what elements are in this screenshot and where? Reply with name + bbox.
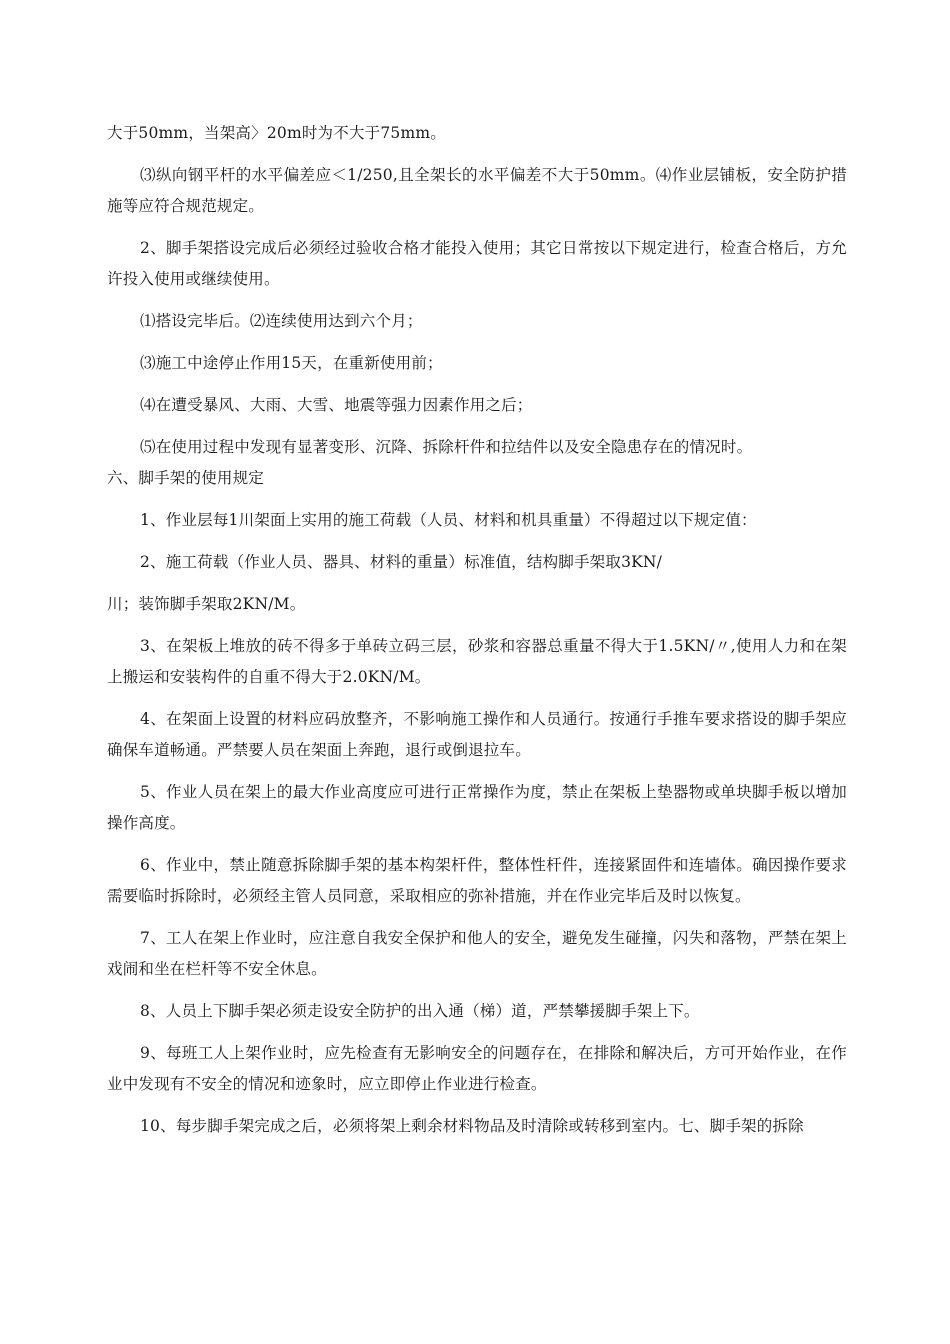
paragraph-usage-1: 1、作业层每1川架面上实用的施工荷载（人员、材料和机具重量）不得超过以下规定值： bbox=[140, 511, 757, 529]
paragraph-sub-3: ⑶施工中途停止作用15天，在重新使用前； bbox=[140, 354, 443, 372]
section-heading-6: 六、脚手架的使用规定 bbox=[107, 469, 265, 487]
paragraph-usage-10: 10、每步脚手架完成之后，必须将架上剩余材料物品及时清除或转移到室内。七、脚手架的拆除 bbox=[140, 1117, 804, 1135]
paragraph-usage-2-cont: 川；装饰脚手架取2KN/M。 bbox=[107, 595, 306, 613]
paragraph-usage-3: 3、在架板上堆放的砖不得多于单砖立码三层，砂浆和容器总重量不得大于1.5KN/〃,使用人力和在架上搬运和安装构件的自重不得大于2.0KN/M。 bbox=[107, 637, 847, 686]
paragraph-usage-5: 5、作业人员在架上的最大作业高度应可进行正常操作为度，禁止在架板上垫器物或单块脚手板以增加操作高度。 bbox=[107, 783, 847, 832]
paragraph-sub-4: ⑷在遭受暴风、大雨、大雪、地震等强力因素作用之后； bbox=[140, 396, 533, 414]
paragraph-sub-5: ⑸在使用过程中发现有显著变形、沉降、拆除杆件和拉结件以及安全隐患存在的情况时。 bbox=[140, 438, 753, 456]
paragraph-usage-2: 2、施工荷载（作业人员、器具、材料的重量）标准值，结构脚手架取3KN/ bbox=[140, 553, 663, 571]
paragraph-item-3-4: ⑶纵向钢平杆的水平偏差应＜1/250,且全架长的水平偏差不大于50mm。⑷作业层铺板，安全防护措施等应符合规范规定。 bbox=[107, 166, 847, 215]
paragraph-rule-2: 2、脚手架搭设完成后必须经过验收合格才能投入使用；其它日常按以下规定进行，检查合格后，方允许投入使用或继续使用。 bbox=[107, 239, 847, 288]
paragraph-usage-6: 6、作业中，禁止随意拆除脚手架的基本构架杆件，整体性杆件，连接紧固件和连墙体。确因操作要求需要临时拆除时，必须经主管人员同意，采取相应的弥补措施，并在作业完毕后及时以恢复。 bbox=[107, 856, 847, 905]
paragraph-usage-7: 7、工人在架上作业时，应注意自我安全保护和他人的安全，避免发生碰撞，闪失和落物，严禁在架上戏闹和坐在栏杆等不安全休息。 bbox=[107, 929, 847, 978]
paragraph-usage-4: 4、在架面上设置的材料应码放整齐，不影响施工操作和人员通行。按通行手推车要求搭设的脚手架应确保车道畅通。严禁要人员在架面上奔跑，退行或倒退拉车。 bbox=[107, 710, 847, 759]
paragraph-usage-8: 8、人员上下脚手架必须走设安全防护的出入通（梯）道，严禁攀援脚手架上下。 bbox=[140, 1002, 700, 1020]
paragraph-usage-9: 9、每班工人上架作业时，应先检查有无影响安全的问题存在，在排除和解决后，方可开始作业，在作业中发现有不安全的情况和迹象时，应立即停止作业进行检查。 bbox=[107, 1044, 847, 1093]
document-body bbox=[107, 118, 847, 1142]
paragraph-continuation: 大于50mm，当架高〉20m时为不大于75mm。 bbox=[107, 124, 446, 142]
paragraph-sub-1-2: ⑴搭设完毕后。⑵连续使用达到六个月； bbox=[140, 312, 423, 330]
